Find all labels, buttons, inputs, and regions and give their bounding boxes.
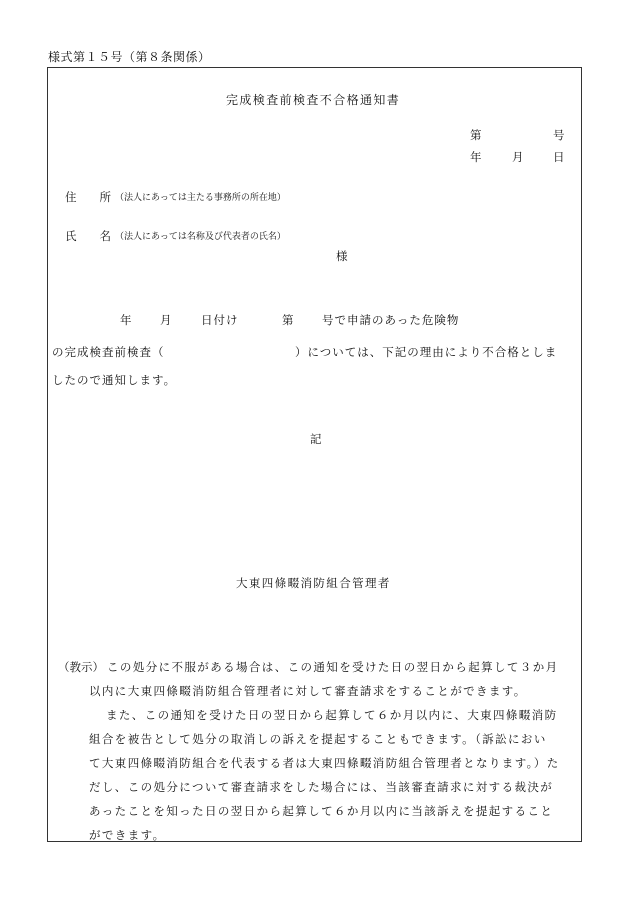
document-title: 完成検査前検査不合格通知書	[226, 93, 401, 107]
body-line2-close: ）については、下記の理由により不合格としま	[295, 345, 558, 359]
notice-line-4: 組合を被告として処分の取消しの訴えを提起することもできます。（訴訟におい	[89, 732, 547, 746]
honorific: 様	[336, 249, 348, 263]
notice-line-6: だし、この処分について審査請求をした場合には、当該審査請求に対する裁決が	[89, 780, 554, 794]
notice-line-2: 以内に大東四條畷消防組合管理者に対して審査請求をすることができます。	[89, 684, 527, 698]
notice-line-3: また、この通知を受けた日の翌日から起算して６か月以内に、大東四條畷消防	[106, 708, 558, 722]
body-line1-text: 号で申請のあった危険物	[322, 313, 460, 327]
name-label: 氏 名	[65, 229, 111, 243]
body-line2-text: の完成検査前検査（	[52, 345, 165, 359]
notice-line-7: あったことを知った日の翌日から起算して６か月以内に当該訴えを提起すること	[89, 804, 554, 818]
address-label: 住 所	[65, 190, 111, 204]
notice-line-1: この処分に不服がある場合は、この通知を受けた日の翌日から起算して３か月	[107, 660, 559, 674]
name-note: （法人にあっては名称及び代表者の氏名）	[115, 232, 286, 242]
body-year: 年	[120, 313, 132, 327]
notice-line-8: ができます。	[89, 828, 166, 842]
body-month: 月	[160, 313, 172, 327]
issuer-name: 大東四條畷消防組合管理者	[236, 576, 391, 590]
notice-line-5: て大東四條畷消防組合を代表する者は大東四條畷消防組合管理者となります。）た	[89, 756, 560, 770]
body-no: 第	[282, 313, 294, 327]
ki-marker: 記	[310, 432, 322, 446]
date-day: 日	[553, 150, 565, 164]
address-note: （法人にあっては主たる事務所の所在地）	[115, 193, 286, 203]
notice-label: （教示）	[58, 660, 104, 674]
date-month: 月	[512, 150, 524, 164]
body-dated: 日付け	[201, 313, 239, 327]
number-prefix: 第	[470, 128, 482, 142]
document-frame	[47, 67, 582, 842]
body-line3: したので通知します。	[52, 373, 177, 387]
number-suffix: 号	[553, 128, 565, 142]
form-number: 様式第１５号（第８条関係）	[48, 50, 211, 64]
date-year: 年	[470, 150, 482, 164]
